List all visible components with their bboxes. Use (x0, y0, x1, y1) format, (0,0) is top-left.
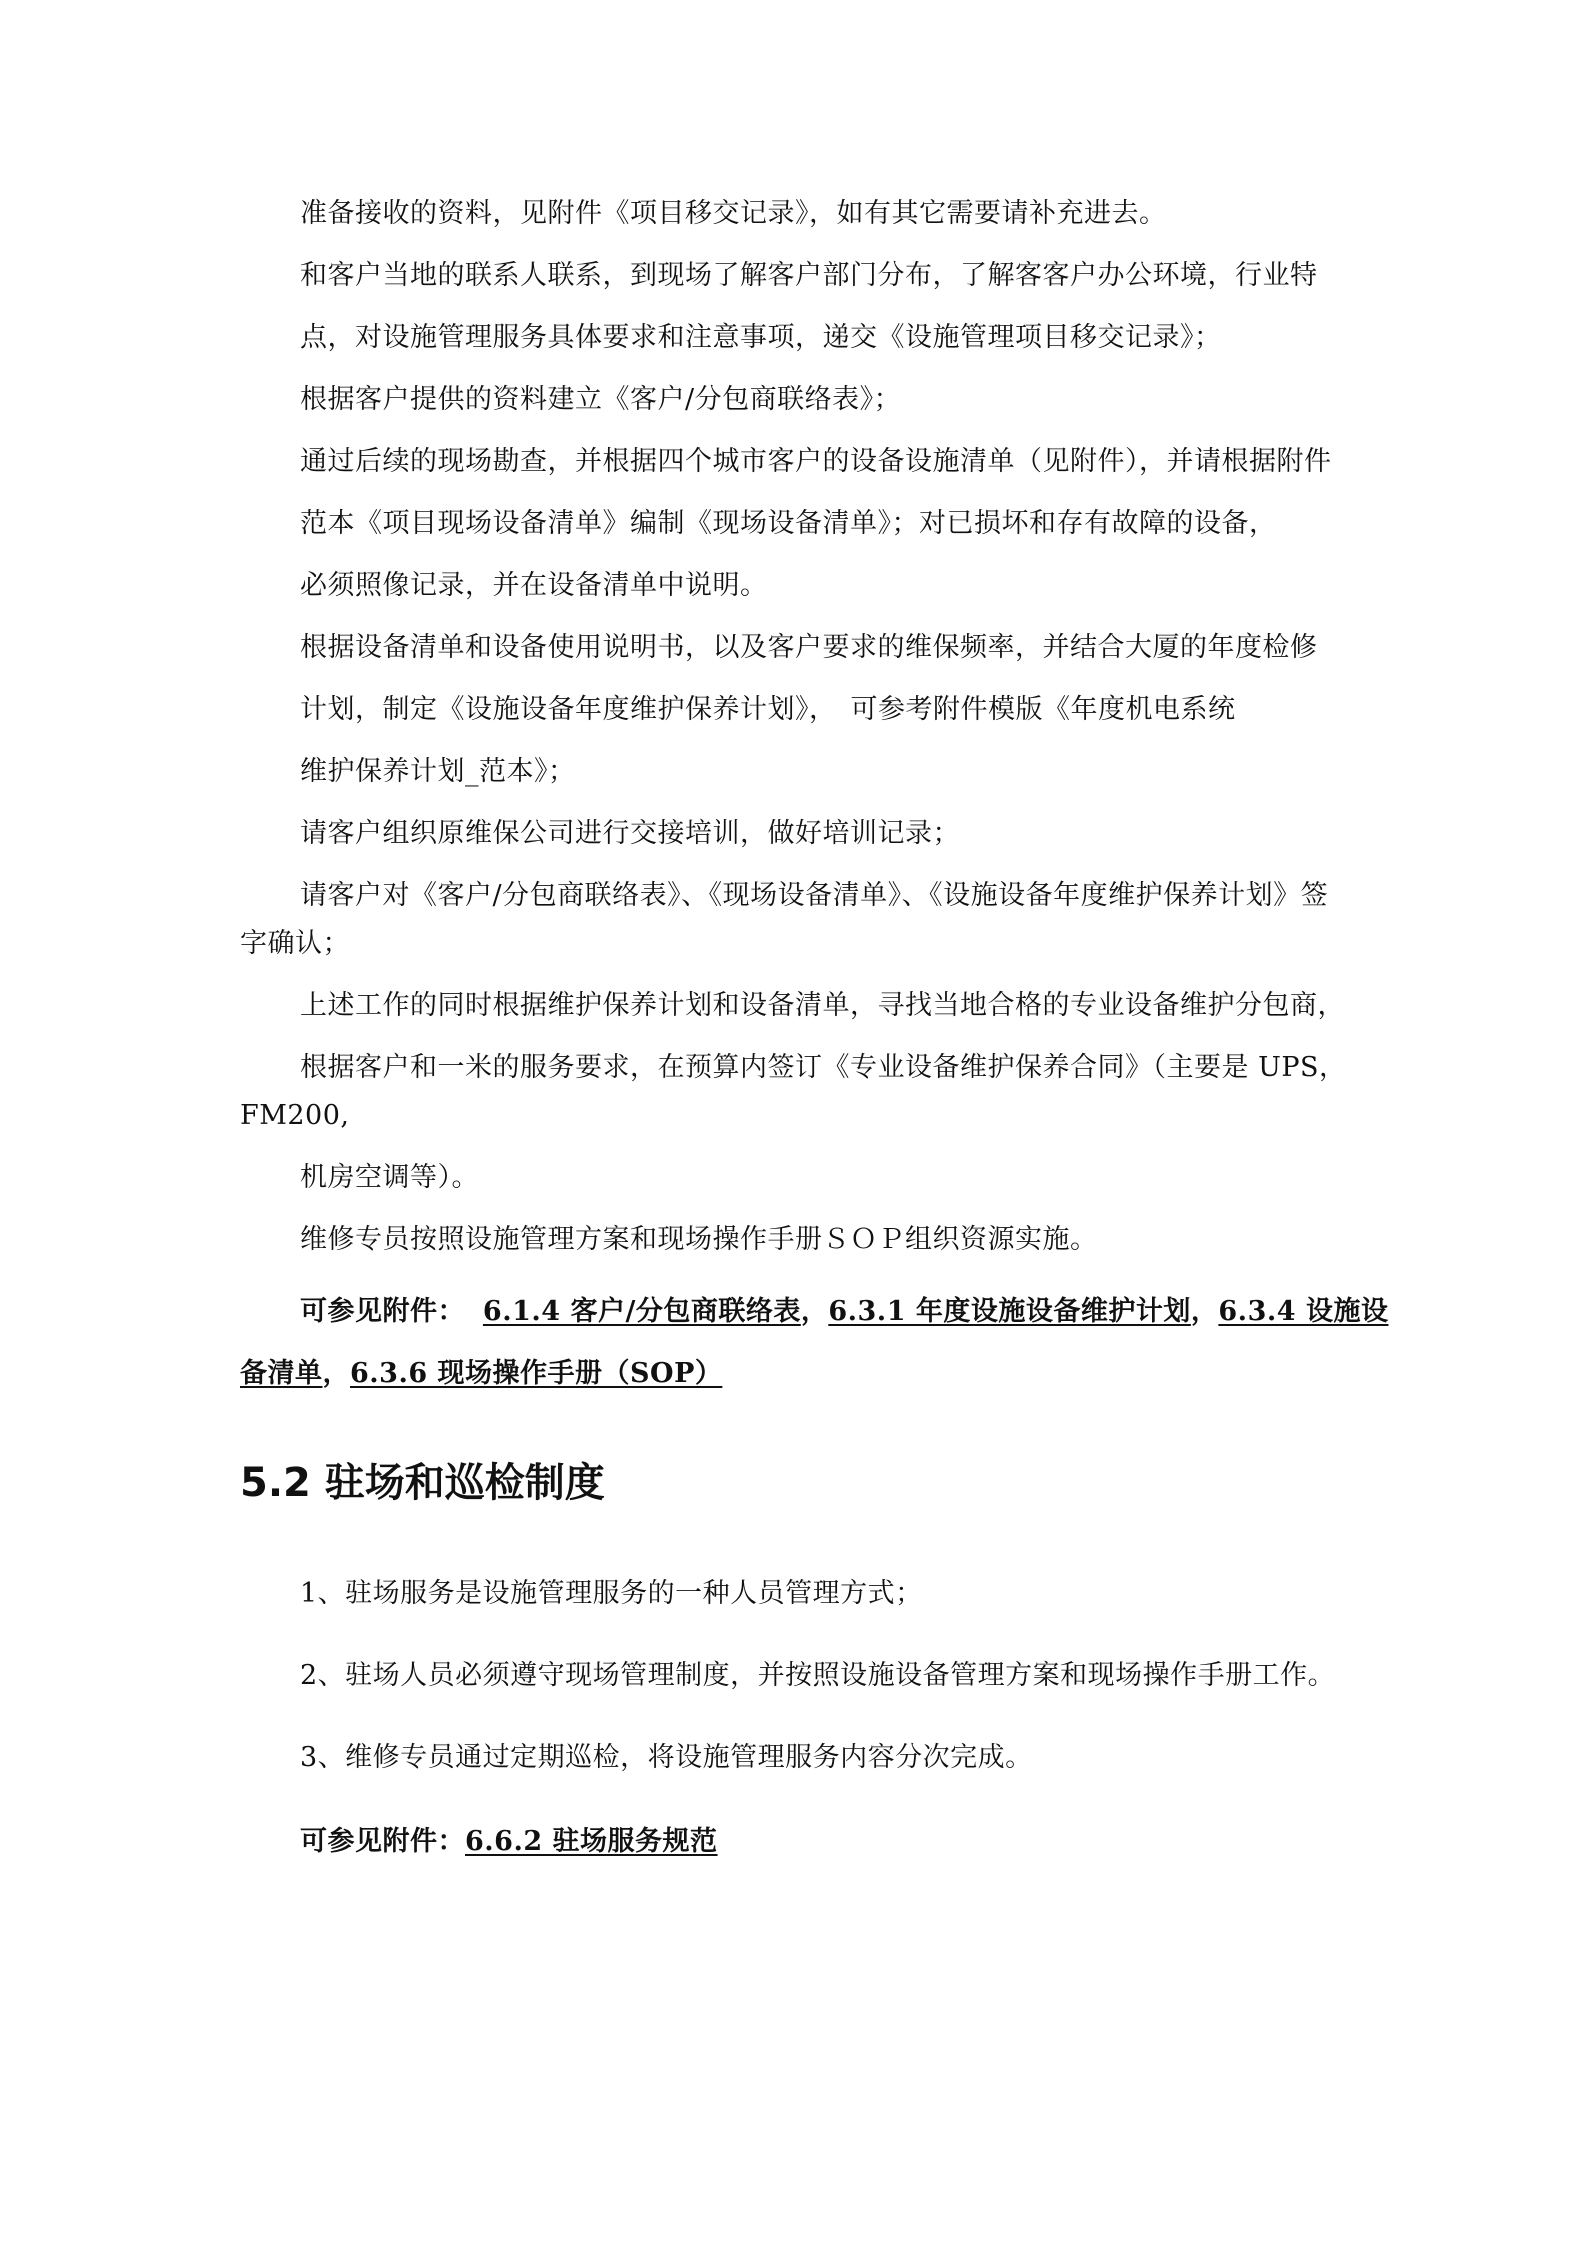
paragraph-line: 范本《项目现场设备清单》编制《现场设备清单》；对已损坏和存有故障的设备， (300, 508, 1277, 539)
attachment-reference (300, 1294, 1388, 1330)
paragraph-line: 通过后续的现场勘查，并根据四个城市客户的设备设施清单（见附件），并请根据附件 (300, 446, 1332, 477)
paragraph-line: 请客户组织原维保公司进行交接培训，做好培训记录； (300, 818, 960, 849)
paragraph-line: 请客户对《客户/分包商联络表》、《现场设备清单》、《设施设备年度维护保养计划》签 (300, 880, 1329, 911)
paragraph-line: 准备接收的资料，见附件《项目移交记录》，如有其它需要请补充进去。 (300, 198, 1167, 229)
attachment-link[interactable]: 6.1.4 客户/分包商联络表 (482, 1296, 801, 1327)
paragraph-line: 维修专员按照设施管理方案和现场操作手册ＳＯＰ组织资源实施。 (300, 1224, 1098, 1255)
list-item: 3、维修专员通过定期巡检，将设施管理服务内容分次完成。 (300, 1742, 1033, 1773)
paragraph-line: 根据客户提供的资料建立《客户/分包商联络表》； (300, 384, 902, 415)
paragraph-line: FM200, (240, 1100, 350, 1131)
paragraph-line: 机房空调等）。 (300, 1162, 479, 1193)
separator: ， (800, 1296, 829, 1327)
reference-prefix: 可参见附件： (300, 1296, 465, 1327)
paragraph-line: 上述工作的同时根据维护保养计划和设备清单，寻找当地合格的专业设备维护分包商， (300, 990, 1345, 1021)
paragraph-line: 维护保养计划_范本》； (300, 756, 576, 787)
paragraph-line: 根据设备清单和设备使用说明书，以及客户要求的维保频率，并结合大厦的年度检修 (300, 632, 1318, 663)
attachment-link[interactable]: 备清单 (240, 1358, 323, 1389)
attachment-link[interactable]: 6.3.4 设施设 (1218, 1296, 1389, 1327)
attachment-reference (300, 1824, 718, 1860)
separator: ， (322, 1358, 350, 1389)
list-item: 1、驻场服务是设施管理服务的一种人员管理方式； (300, 1578, 923, 1609)
separator: ， (1190, 1296, 1219, 1327)
paragraph-line: 字确认； (240, 928, 350, 959)
paragraph-line: 必须照像记录，并在设备清单中说明。 (300, 570, 768, 601)
list-item: 2、驻场人员必须遵守现场管理制度，并按照设施设备管理方案和现场操作手册工作。 (300, 1660, 1336, 1691)
attachment-reference-continued (240, 1356, 722, 1392)
paragraph-line: 根据客户和一米的服务要求，在预算内签订《专业设备维护保养合同》（主要是 UPS， (300, 1052, 1347, 1083)
paragraph-line: 和客户当地的联系人联系，到现场了解客户部门分布，了解客客户办公环境，行业特 (300, 260, 1318, 291)
section-heading: 5.2 驻场和巡检制度 (240, 1460, 605, 1506)
reference-prefix: 可参见附件： (300, 1826, 465, 1857)
attachment-link[interactable]: 6.3.1 年度设施设备维护计划 (828, 1296, 1191, 1327)
paragraph-line: 计划，制定《设施设备年度维护保养计划》， 可参考附件模版《年度机电系统 (300, 694, 1236, 725)
attachment-link[interactable]: 6.3.6 现场操作手册（SOP） (350, 1358, 723, 1389)
attachment-link[interactable]: 6.6.2 驻场服务规范 (465, 1826, 718, 1857)
paragraph-line: 点，对设施管理服务具体要求和注意事项，递交《设施管理项目移交记录》； (300, 322, 1222, 353)
